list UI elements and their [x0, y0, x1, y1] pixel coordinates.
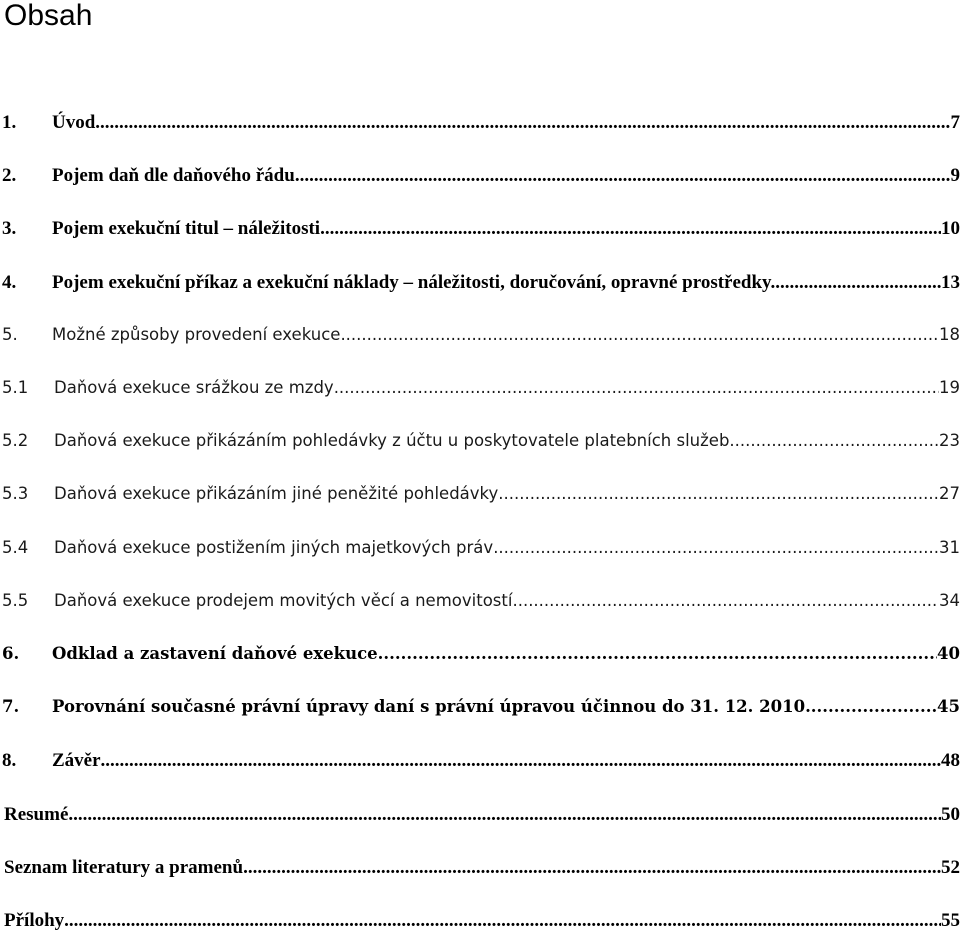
toc-entry-number: 8. [0, 750, 52, 772]
toc-entry-label: Pojem exekuční titul – náležitosti [52, 218, 320, 240]
toc-entry-label: Porovnání současné právní úpravy daní s právní úpravou účinnou do 31. 12. 2010 [52, 697, 805, 716]
toc-entry-number: 6. [0, 644, 52, 663]
toc-entry-page-number: 7 [951, 112, 960, 134]
toc-dot-leader [498, 484, 939, 503]
toc-entry-label: Pojem daň dle daňového řádu [52, 165, 295, 187]
toc-dot-leader [493, 538, 939, 557]
toc-entry[interactable] [0, 272, 960, 302]
toc-entry[interactable] [0, 325, 960, 355]
toc-entry[interactable] [0, 165, 960, 195]
toc-entry-label: Přílohy [4, 910, 64, 932]
toc-entry-label: Daňová exekuce přikázáním pohledávky z účtu u poskytovatele platebních služeb [54, 431, 729, 450]
toc-dot-leader [64, 910, 941, 932]
toc-entry-label: Závěr [52, 750, 101, 772]
toc-entry[interactable] [0, 910, 960, 940]
toc-entry-number: 7. [0, 697, 52, 716]
toc-entry-label: Resumé [4, 804, 68, 826]
toc-entry-number: 5.1 [0, 378, 54, 397]
toc-entry-number: 1. [0, 112, 52, 134]
toc-entry-label: Seznam literatury a pramenů [4, 857, 243, 879]
toc-dot-leader [295, 165, 951, 187]
toc-entry-label: Odklad a zastavení daňové exekuce [52, 644, 378, 663]
toc-entry-page-number: 23 [939, 431, 960, 450]
toc-entry[interactable] [0, 591, 960, 621]
toc-entry-page-number: 48 [941, 750, 960, 772]
toc-entry[interactable] [0, 218, 960, 248]
toc-dot-leader [334, 378, 939, 397]
toc-entry[interactable] [0, 538, 960, 568]
toc-entry-page-number: 45 [937, 697, 960, 716]
toc-entry[interactable] [0, 484, 960, 514]
toc-dot-leader [95, 112, 950, 134]
toc-entry-page-number: 13 [941, 272, 960, 294]
toc-entry-page-number: 50 [941, 804, 960, 826]
toc-entry-page-number: 9 [951, 165, 960, 187]
toc-entry-page-number: 52 [941, 857, 960, 879]
toc-entry-number: 5.4 [0, 538, 54, 557]
toc-entry-number: 5.3 [0, 484, 54, 503]
toc-entry[interactable] [0, 750, 960, 780]
toc-dot-leader [320, 218, 941, 240]
toc-entry-page-number: 31 [939, 538, 960, 557]
toc-dot-leader [512, 591, 939, 610]
toc-entry[interactable] [0, 112, 960, 142]
toc-entry[interactable] [0, 804, 960, 834]
toc-dot-leader [68, 804, 941, 826]
toc-entry-number: 3. [0, 218, 52, 240]
toc-entry-number: 5.2 [0, 431, 54, 450]
toc-entry-page-number: 19 [939, 378, 960, 397]
toc-entry-page-number: 27 [939, 484, 960, 503]
toc-entry-label: Pojem exekuční příkaz a exekuční náklady – náležitosti, doručování, opravné prostředky. [52, 272, 775, 294]
toc-entry-label: Daňová exekuce přikázáním jiné peněžité pohledávky [54, 484, 498, 503]
toc-dot-leader [101, 750, 941, 772]
toc-dot-leader [243, 857, 941, 879]
toc-dot-leader [805, 697, 937, 716]
toc-entry-page-number: 55 [941, 910, 960, 932]
toc-dot-leader [340, 325, 939, 344]
page-title: Obsah [4, 0, 92, 34]
toc-dot-leader [729, 431, 939, 450]
toc-entry-number: 5. [0, 325, 52, 344]
toc-entry-number: 5.5 [0, 591, 54, 610]
toc-entry-page-number: 18 [939, 325, 960, 344]
toc-entry-label: Daňová exekuce srážkou ze mzdy [54, 378, 334, 397]
toc-dot-leader [775, 272, 941, 294]
toc-entry-number: 4. [0, 272, 52, 294]
toc-entry[interactable] [0, 697, 960, 727]
toc-entry[interactable] [0, 378, 960, 408]
toc-dot-leader [378, 644, 937, 663]
toc-entry-label: Daňová exekuce prodejem movitých věcí a nemovitostí [54, 591, 512, 610]
toc-entry-number: 2. [0, 165, 52, 187]
toc-entry-label: Úvod [52, 112, 95, 134]
toc-entry-label: Možné způsoby provedení exekuce [52, 325, 340, 344]
toc-entry-page-number: 34 [939, 591, 960, 610]
toc-entry[interactable] [0, 857, 960, 887]
toc-entry-page-number: 40 [937, 644, 960, 663]
toc-entry-page-number: 10 [941, 218, 960, 240]
toc-entry[interactable] [0, 431, 960, 461]
toc-entry[interactable] [0, 644, 960, 674]
toc-entry-label: Daňová exekuce postižením jiných majetkových práv [54, 538, 493, 557]
